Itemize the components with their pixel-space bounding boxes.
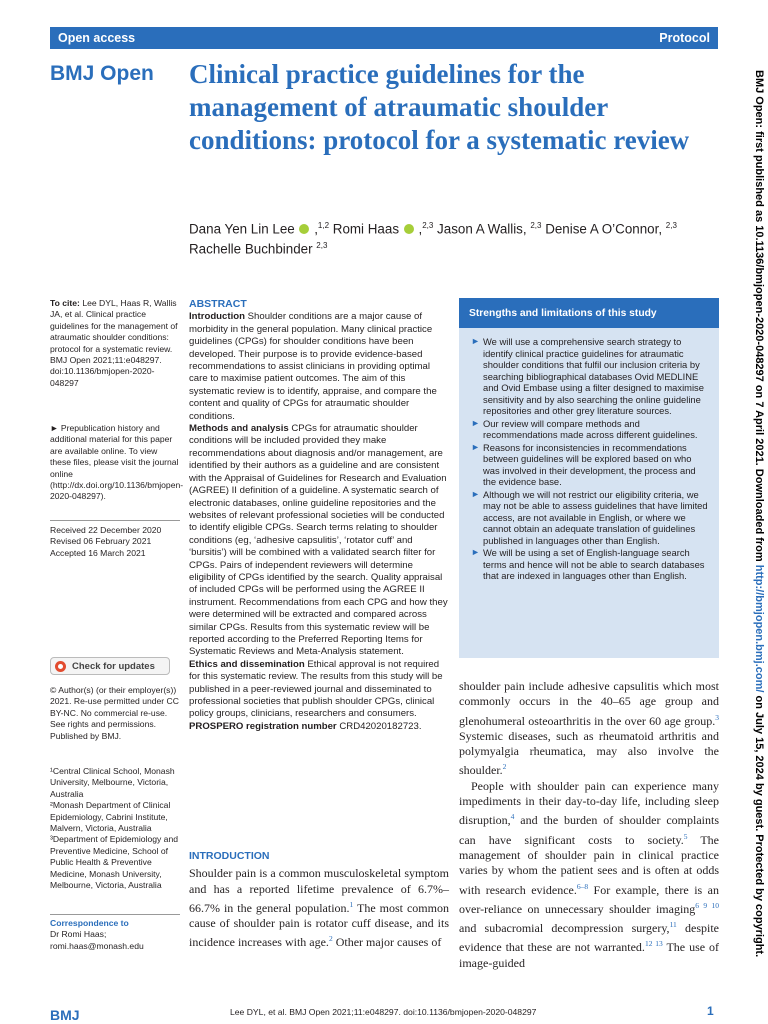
affiliation-1: ¹Central Clinical School, Monash University, Melbourne, Victoria, Australia: [50, 766, 175, 799]
article-title: Clinical practice guidelines for the management of atraumatic shoulder conditions: protocol for a systematic review: [189, 59, 690, 155]
orcid-icon[interactable]: [404, 224, 414, 234]
reference-link[interactable]: 12 13: [644, 939, 663, 949]
reference-link[interactable]: 11: [669, 920, 677, 930]
list-item: ► We will be using a set of English-language search terms and hence will not be able to search databases that are indexed in languages other than English.: [471, 547, 705, 581]
reference-link[interactable]: 3: [715, 712, 719, 722]
triangle-bullet-icon: ►: [471, 441, 480, 452]
author-affiliation-sup: 2,3: [530, 221, 542, 230]
strengths-limitations-box: [459, 298, 719, 658]
author-name: Denise A O’Connor,: [545, 221, 666, 237]
open-access-label: Open access: [58, 31, 136, 45]
reference-link[interactable]: 5: [683, 831, 688, 841]
cite-block: To cite: Lee DYL, Haas R, Wallis JA, et al. Clinical practice guidelines for the management of atraumatic shoulder conditions: protocol for a systematic review. BMJ Open 2021;11:e048297. doi:10.1136/bmjopen-2020-048297: [50, 298, 178, 388]
author-name: Romi Haas: [332, 221, 403, 237]
author-name: Rachelle Buchbinder: [189, 241, 317, 257]
footer-citation: Lee DYL, et al. BMJ Open 2021;11:e048297. doi:10.1136/bmjopen-2020-048297: [230, 1007, 537, 1017]
reference-link[interactable]: 2: [502, 762, 507, 772]
orcid-icon[interactable]: [299, 224, 309, 234]
introduction-section: [189, 849, 449, 951]
list-item: ► We will use a comprehensive search strategy to identify clinical practice guidelines for atraumatic shoulder conditions that fulfil our inclusion criteria by searching bibliographical databases Ovid MEDLINE and Ovid Embase using a filter designed to maximise sensitivity and by also searching the online guideline repositories and other grey literature sources.: [471, 336, 704, 416]
dates-block: [50, 525, 180, 559]
reference-link[interactable]: 6–8: [576, 881, 589, 891]
reference-link[interactable]: 4: [510, 812, 515, 822]
author-name: Jason A Wallis,: [437, 221, 531, 237]
author-affiliation-sup: 1,2: [317, 221, 330, 230]
accepted-date: Accepted 16 March 2021: [50, 547, 146, 558]
copyright-block: © Author(s) (or their employer(s)) 2021. Re-use permitted under CC BY-NC. No commercial re-use. See rights and permissions. Published by BMJ.: [50, 685, 179, 741]
author-affiliation-sup: 2,3: [316, 241, 328, 251]
list-item: ► Although we will not restrict our eligibility criteria, we may not be able to assess guidelines that have limited access, are not available in English, or where we cannot obtain an adequate translation of guidelines published in languages other than English.: [471, 488, 708, 546]
strengths-list: [459, 328, 719, 582]
affiliation-2: ²Monash Department of Clinical Epidemiology, Cabrini Institute, Malvern, Victoria, Australia: [50, 800, 171, 834]
correspondence-block: Correspondence to Dr Romi Haas; romi.haas@monash.edu: [50, 918, 180, 952]
introduction-paragraph: Shoulder pain is a common musculoskeletal symptom and has a reported lifetime prevalence of 6.7%–66.7% in the general population.$^1$ The most common cause of shoulder pain is rotator cuff disease, and its incidence increases with age.$^2$ Other major causes of: [189, 866, 449, 950]
list-item: ► Our review will compare methods and recommendations made across different guidelines.: [471, 417, 698, 440]
bmj-footer-logo: BMJ: [50, 1007, 80, 1023]
author-affiliation-sup: 2,3: [422, 221, 434, 230]
affiliation-3: ³Department of Epidemiology and Preventive Medicine, School of Public Health & Preventive Medicine, Monash University, Melbourne, Victoria, Australia: [50, 834, 179, 891]
affiliations-block: [50, 766, 180, 891]
body-paragraph: shoulder pain include adhesive capsulitis which most commonly occurs in the 40–65 age group and glenohumeral osteoarthritis in the over 60 age group.$^3$ Systemic diseases, such as rheumatoid arthritis and polymyalgia rheumatica, may also involve the shoulder.$^2$: [459, 679, 719, 778]
page-number: 1: [707, 1004, 714, 1018]
abstract-heading: ABSTRACT: [189, 298, 247, 310]
article-type-label: Protocol: [659, 31, 710, 45]
body-column-right: [459, 679, 719, 971]
triangle-bullet-icon: ►: [471, 547, 480, 557]
prepub-note: ► Prepublication history and additional material for this paper are available online. To view these files, please visit the journal online (http://dx.doi.org/10.1136/bmjopen-2020-048297).: [50, 423, 184, 502]
list-item: ► Reasons for inconsistencies in recommendations between guidelines will be explored based on who was involved in their development, the process and the evidence base.: [471, 441, 696, 487]
download-notice: BMJ Open: first published as 10.1136/bmjopen-2020-048297 on 7 April 2021. Downloaded from http://bmjopen.bmj.com/ on July 15, 2024 by guest. Protected by copyright.: [753, 70, 765, 958]
crossmark-icon: [55, 661, 66, 672]
journal-link[interactable]: http://bmjopen.bmj.com/: [753, 564, 765, 693]
reference-link[interactable]: 6 9 10: [695, 900, 719, 910]
author-affiliation-sup: 2,3: [665, 221, 677, 230]
divider: [50, 914, 180, 915]
body-paragraph: People with shoulder pain can experience many impediments in their day-to-day life, including sleep disruption,$^4$ and the burden of shoulder complaints can have significant costs to society.$^5$ The management of shoulder pain in clinical practice varies by whom the patient sees and is often at odds with research evidence.$^{6-8}$ For example, there is an over-reliance on unnecessary shoulder imaging$^{6 9 10}$ and subacromial decompression surgery,$^{11}$ despite evidence that these are not warranted.$^{12 13}$ The use of image-guided: [459, 778, 719, 970]
triangle-bullet-icon: ►: [471, 336, 480, 346]
correspondence-email[interactable]: romi.haas@monash.edu: [50, 940, 144, 951]
revised-date: Revised 06 February 2021: [50, 536, 152, 547]
introduction-heading: INTRODUCTION: [189, 850, 270, 862]
triangle-bullet-icon: ►: [471, 488, 480, 499]
reference-link[interactable]: 2: [328, 934, 333, 944]
journal-logo: BMJ Open: [50, 62, 154, 85]
author-name: Dana Yen Lin Lee: [189, 221, 299, 237]
reference-link[interactable]: 1: [349, 899, 354, 909]
box-heading: Strengths and limitations of this study: [459, 298, 719, 328]
abstract: ABSTRACT Introduction Shoulder conditions are a major cause of morbidity in the general population. Many clinical practice guidelines (CPGs) for shoulder conditions have been developed. Their purpose is to provide evidence-based recommendations to assist clinicians in providing optimal care to maximise patient outcomes. The aim of this systematic review is to identify, appraise, and compare the content and quality of CPGs for atraumatic shoulder conditions. Methods and analysis CPGs for atraumatic shoulder conditions will be included provided they make recommendations about diagnosis and/or management, are identified by their authors as a guideline and are consistent with the Appraisal of Guidelines for Research and Evaluation (AGREE) II definition of a guideline. A systematic search of electronic databases, online guideline repositories and the websites of relevant professional societies will be conducted to identify eligible CPGs. Search terms relating to shoulder conditions (eg, ‘adhesive capsulitis’, ‘rotator cuff’ and ‘bursitis’) will be combined with a validated search filter for CPGs. Pairs of independent reviewers will determine eligibility of CPGs identified by the search. Quality appraisal of included CPGs will be performed using the AGREE II instrument. Recommendations from each CPG and how they were determined will be extracted and compared across similar CPGs. Results from this systematic review will be reported according to the Preferred Reporting Items for Systematic Reviews and Meta-Analysis statement. Ethics and dissemination Ethical approval is not required for this systematic review. The results from this study will be published in a peer-reviewed journal and disseminated to professional societies that publish shoulder CPGs, clinical policy groups, clinicians, researchers and consumers. PROSPERO registration number CRD42020182723.: [189, 298, 448, 732]
check-updates-button[interactable]: Check for updates: [50, 657, 170, 675]
triangle-bullet-icon: ►: [471, 417, 480, 428]
header-bar: [50, 27, 718, 49]
divider: [50, 520, 180, 521]
received-date: Received 22 December 2020: [50, 525, 162, 535]
author-list: Dana Yen Lin Lee ,$^{1,2}$ Romi Haas ,$^{2,3}$ Jason A Wallis, $^{2,3}$ Denise A O’Connor, $^{2,3}$ Rachelle Buchbinder $^{2,3}$: [189, 221, 677, 257]
